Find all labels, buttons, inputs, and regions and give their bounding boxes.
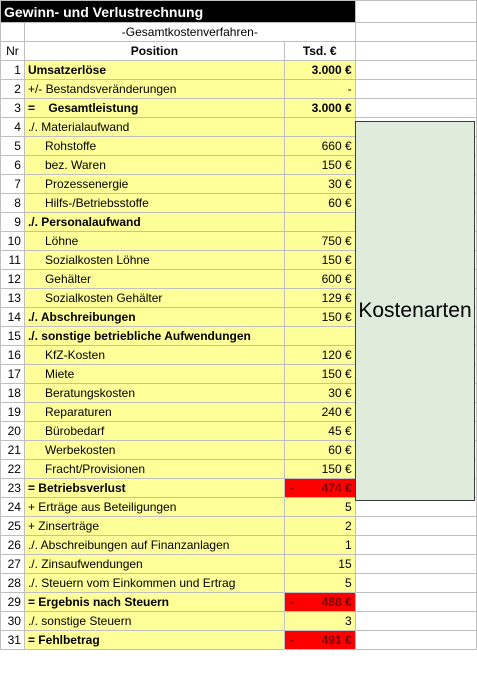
- value-cell[interactable]: -: [284, 80, 355, 99]
- empty-cell[interactable]: [355, 61, 476, 80]
- row-number[interactable]: 2: [1, 80, 25, 99]
- row-number[interactable]: 22: [1, 460, 25, 479]
- header-value[interactable]: Tsd. €: [284, 42, 355, 61]
- table-row: [1, 555, 477, 574]
- value-cell[interactable]: [284, 479, 355, 498]
- empty-cell[interactable]: [355, 555, 476, 574]
- row-number[interactable]: 14: [1, 308, 25, 327]
- empty-cell[interactable]: [355, 574, 476, 593]
- row-number[interactable]: 6: [1, 156, 25, 175]
- position-cell[interactable]: + Zinserträge: [24, 517, 284, 536]
- position-cell[interactable]: ./. sonstige Steuern: [24, 612, 284, 631]
- sheet-subtitle[interactable]: -Gesamtkostenverfahren-: [24, 23, 355, 42]
- header-row: [1, 42, 477, 61]
- minus-sign: -: [289, 633, 294, 647]
- row-number[interactable]: 29: [1, 593, 25, 612]
- empty-cell[interactable]: [355, 1, 476, 23]
- empty-cell[interactable]: [1, 23, 25, 42]
- value-cell[interactable]: 1: [284, 536, 355, 555]
- row-number[interactable]: 18: [1, 384, 25, 403]
- row-number[interactable]: 9: [1, 213, 25, 232]
- empty-cell[interactable]: [355, 517, 476, 536]
- value-cell[interactable]: 150 €: [284, 251, 355, 270]
- position-cell[interactable]: ./. Zinsaufwendungen: [24, 555, 284, 574]
- position-cell[interactable]: = Betriebsverlust: [24, 479, 284, 498]
- position-cell[interactable]: Miete: [24, 365, 284, 384]
- value-cell[interactable]: 3: [284, 612, 355, 631]
- minus-sign: -: [289, 595, 294, 609]
- value-cell[interactable]: [284, 118, 355, 137]
- kostenarten-box[interactable]: Kostenarten: [355, 121, 475, 501]
- row-number[interactable]: 26: [1, 536, 25, 555]
- value-cell[interactable]: [284, 327, 355, 346]
- value-cell[interactable]: 45 €: [284, 422, 355, 441]
- value-cell[interactable]: 150 €: [284, 365, 355, 384]
- value-cell[interactable]: [284, 593, 355, 612]
- header-position[interactable]: Position: [24, 42, 284, 61]
- value-cell[interactable]: 30 €: [284, 384, 355, 403]
- position-cell[interactable]: KfZ-Kosten: [24, 346, 284, 365]
- row-number[interactable]: 21: [1, 441, 25, 460]
- value-cell[interactable]: 60 €: [284, 194, 355, 213]
- position-cell[interactable]: Gehälter: [24, 270, 284, 289]
- minus-sign: -: [289, 481, 294, 495]
- empty-cell[interactable]: [355, 80, 476, 99]
- value-cell[interactable]: 5: [284, 574, 355, 593]
- row-number[interactable]: 4: [1, 118, 25, 137]
- row-number[interactable]: 13: [1, 289, 25, 308]
- position-cell[interactable]: ./. Steuern vom Einkommen und Ertrag: [24, 574, 284, 593]
- position-cell[interactable]: Sozialkosten Gehälter: [24, 289, 284, 308]
- position-cell[interactable]: Löhne: [24, 232, 284, 251]
- value-cell[interactable]: 600 €: [284, 270, 355, 289]
- table-row: [1, 574, 477, 593]
- position-cell[interactable]: = Fehlbetrag: [24, 631, 284, 650]
- value-cell[interactable]: [284, 213, 355, 232]
- value-cell[interactable]: 129 €: [284, 289, 355, 308]
- row-number[interactable]: 25: [1, 517, 25, 536]
- row-number[interactable]: 20: [1, 422, 25, 441]
- row-number[interactable]: 7: [1, 175, 25, 194]
- empty-cell[interactable]: [355, 42, 476, 61]
- value-cell[interactable]: 15: [284, 555, 355, 574]
- position-cell[interactable]: ./. sonstige betriebliche Aufwendungen: [24, 327, 284, 346]
- row-number[interactable]: 30: [1, 612, 25, 631]
- value-cell[interactable]: 2: [284, 517, 355, 536]
- position-cell[interactable]: +/- Bestandsveränderungen: [24, 80, 284, 99]
- position-cell[interactable]: Werbekosten: [24, 441, 284, 460]
- value-cell[interactable]: 3.000 €: [284, 99, 355, 118]
- row-number[interactable]: 1: [1, 61, 25, 80]
- row-number[interactable]: 16: [1, 346, 25, 365]
- header-nr[interactable]: Nr: [1, 42, 25, 61]
- position-cell[interactable]: ./. Personalaufwand: [24, 213, 284, 232]
- position-cell[interactable]: Umsatzerlöse: [24, 61, 284, 80]
- row-number[interactable]: 28: [1, 574, 25, 593]
- value-text: 488 €: [321, 595, 352, 609]
- empty-cell[interactable]: [355, 593, 476, 612]
- table-row: [1, 99, 477, 118]
- table-row: [1, 631, 477, 650]
- row-number[interactable]: 15: [1, 327, 25, 346]
- position-cell[interactable]: = Gesamtleistung: [24, 99, 284, 118]
- empty-cell[interactable]: [355, 23, 476, 42]
- value-cell[interactable]: 30 €: [284, 175, 355, 194]
- table-row: [1, 593, 477, 612]
- row-number[interactable]: 8: [1, 194, 25, 213]
- row-number[interactable]: 3: [1, 99, 25, 118]
- empty-cell[interactable]: [355, 631, 476, 650]
- row-number[interactable]: 31: [1, 631, 25, 650]
- value-cell[interactable]: 60 €: [284, 441, 355, 460]
- position-cell[interactable]: Bürobedarf: [24, 422, 284, 441]
- position-cell[interactable]: ./. Abschreibungen auf Finanzanlagen: [24, 536, 284, 555]
- value-cell[interactable]: 5: [284, 498, 355, 517]
- empty-cell[interactable]: [355, 536, 476, 555]
- row-number[interactable]: 10: [1, 232, 25, 251]
- empty-cell[interactable]: [355, 612, 476, 631]
- row-number[interactable]: 5: [1, 137, 25, 156]
- table-row: [1, 80, 477, 99]
- value-cell[interactable]: 150 €: [284, 308, 355, 327]
- table-row: [1, 517, 477, 536]
- value-cell[interactable]: [284, 631, 355, 650]
- value-cell[interactable]: 660 €: [284, 137, 355, 156]
- empty-cell[interactable]: [355, 99, 476, 118]
- position-cell[interactable]: Prozessenergie: [24, 175, 284, 194]
- position-cell[interactable]: Sozialkosten Löhne: [24, 251, 284, 270]
- position-cell[interactable]: Reparaturen: [24, 403, 284, 422]
- value-cell[interactable]: 3.000 €: [284, 61, 355, 80]
- row-number[interactable]: 19: [1, 403, 25, 422]
- subtitle-row: [1, 23, 477, 42]
- table-row: [1, 61, 477, 80]
- title-row: [1, 1, 477, 23]
- value-cell[interactable]: 120 €: [284, 346, 355, 365]
- position-cell[interactable]: Beratungskosten: [24, 384, 284, 403]
- row-number[interactable]: 24: [1, 498, 25, 517]
- value-cell[interactable]: 240 €: [284, 403, 355, 422]
- position-cell[interactable]: bez. Waren: [24, 156, 284, 175]
- row-number[interactable]: 23: [1, 479, 25, 498]
- position-cell[interactable]: Rohstoffe: [24, 137, 284, 156]
- position-cell[interactable]: ./. Abschreibungen: [24, 308, 284, 327]
- value-text: 491 €: [321, 633, 352, 647]
- table-row: [1, 536, 477, 555]
- position-cell[interactable]: Fracht/Provisionen: [24, 460, 284, 479]
- value-cell[interactable]: 150 €: [284, 460, 355, 479]
- row-number[interactable]: 11: [1, 251, 25, 270]
- position-cell[interactable]: ./. Materialaufwand: [24, 118, 284, 137]
- position-cell[interactable]: Hilfs-/Betriebsstoffe: [24, 194, 284, 213]
- position-cell[interactable]: = Ergebnis nach Steuern: [24, 593, 284, 612]
- value-text: 474 €: [321, 481, 352, 495]
- row-number[interactable]: 12: [1, 270, 25, 289]
- position-cell[interactable]: + Erträge aus Beteiligungen: [24, 498, 284, 517]
- value-cell[interactable]: 750 €: [284, 232, 355, 251]
- value-cell[interactable]: 150 €: [284, 156, 355, 175]
- row-number[interactable]: 17: [1, 365, 25, 384]
- table-row: [1, 612, 477, 631]
- sheet-title[interactable]: Gewinn- und Verlustrechnung: [1, 1, 356, 23]
- row-number[interactable]: 27: [1, 555, 25, 574]
